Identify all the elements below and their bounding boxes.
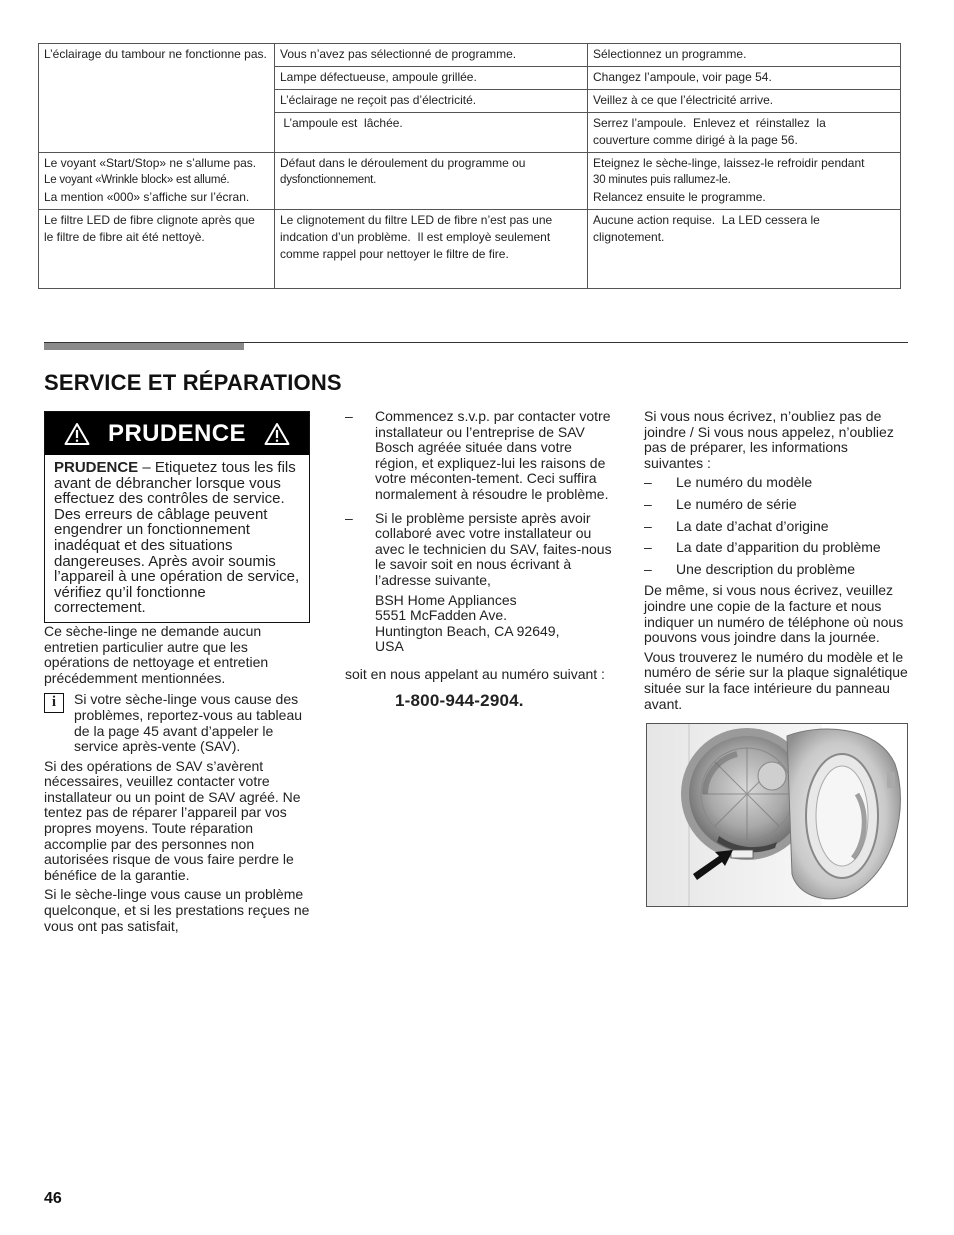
remedy-cell — [588, 90, 901, 113]
cause-text: L’ampoule est lâchée. — [280, 116, 403, 130]
cause-text: Défaut dans le déroulement du programme ou — [280, 156, 526, 170]
list-dash: – — [644, 474, 652, 491]
warning-triangle-icon — [64, 422, 90, 446]
cause-cell — [275, 210, 588, 289]
info-icon: i — [44, 693, 64, 713]
caution-box — [44, 411, 310, 623]
section-title: SERVICE ET RÉPARATIONS — [44, 370, 342, 395]
remedy-text: Serrez l’ampoule. Enlevez et réinstallez la — [593, 116, 826, 130]
cause-text: Lampe défectueuse, ampoule grillée. — [280, 70, 477, 84]
list-item-text: Si le problème persiste après avoir collaboré avec votre installateur ou avec le technicien du SAV, faites-nous le savoir soit en nous écrivant à l’adresse suivante, — [375, 509, 612, 588]
cause-text: Vous n’avez pas sélectionné de programme. — [280, 47, 517, 61]
list-item-text: Une description du problème — [676, 560, 855, 577]
remedy-text: 30 minutes puis rallumez-le. — [593, 174, 731, 186]
page-number: 46 — [44, 1190, 62, 1207]
caution-text: – Etiquetez tous les fils avant de débrancher lorsque vous effectuez des contrôles de service. Des erreurs de câblage peuvent engendrer un fonctionnement inadéquat et des situations dangereuses. Après avoir soumis l’appareil à une opération de service, vérifiez qu’il fonctionne correctement. — [54, 459, 300, 617]
dryer-drum-image — [647, 724, 907, 906]
list-item-text: Le numéro de série — [676, 495, 797, 512]
remedy-text: Aucune action requise. La LED cessera le — [593, 213, 820, 227]
list-dash: – — [644, 517, 652, 534]
remedy-text: Relancez ensuite le programme. — [593, 190, 766, 204]
maintenance-paragraph: Ce sèche-linge ne demande aucun entretien particulier autre que les opérations de nettoyage et entretien précédemment mentionnées. — [44, 622, 269, 686]
caution-lead: PRUDENCE — [54, 459, 139, 476]
cause-cell — [275, 153, 588, 210]
symptom-text: Le filtre LED de fibre clignote après que — [44, 213, 255, 227]
dryer-illustration — [646, 723, 908, 907]
list-item-text: Commencez s.v.p. par contacter votre installateur ou l’entreprise de SAV Bosch agréée située dans votre région, et expliquez-lui les raisons de votre méconten-tement. Ceci suffira normalement à résoudre le problème. — [375, 408, 611, 502]
cause-cell — [275, 67, 588, 90]
caution-body — [45, 455, 309, 622]
right-column — [644, 409, 910, 716]
remedy-text: Eteignez le sèche-linge, laissez-le refroidir pendant — [593, 156, 865, 170]
list-item-text: Le numéro du modèle — [676, 474, 813, 491]
middle-column — [345, 409, 613, 708]
remedy-text: Sélectionnez un programme. — [593, 47, 747, 61]
remedy-cell — [588, 67, 901, 90]
symptom-text: La mention «000» s’affiche sur l’écran. — [44, 190, 250, 204]
table-row — [39, 44, 901, 67]
warning-triangle-icon — [264, 422, 290, 446]
remedy-cell — [588, 113, 901, 153]
cause-text: indcation d’un problème. Il est employè seulement — [280, 230, 551, 244]
rating-plate-paragraph: Vous trouverez le numéro du modèle et le numéro de série sur la plaque signalétique située sur la face intérieure du panneau avant. — [644, 648, 908, 712]
remedy-cell — [588, 44, 901, 67]
address-line: BSH Home Appliances — [375, 591, 517, 608]
info-list — [644, 475, 910, 577]
list-item — [644, 497, 910, 513]
list-item — [644, 519, 910, 535]
cause-text: dysfonctionnement. — [280, 174, 377, 186]
list-item — [644, 540, 910, 556]
symptom-text: Le voyant «Wrinkle block» est allumé. — [44, 174, 230, 186]
invoice-paragraph: De même, si vous nous écrivez, veuillez joindre une copie de la facture et nous indiquer un numéro de téléphone où nous pouvons vous joindre dans la journée. — [644, 582, 904, 646]
list-item-text: La date d’achat d’origine — [676, 517, 829, 534]
list-item — [644, 562, 910, 578]
symptom-text: le filtre de fibre ait été nettoyè. — [44, 230, 205, 244]
table-row — [39, 153, 901, 210]
list-dash: – — [345, 408, 353, 424]
list-dash: – — [644, 539, 652, 556]
remedy-cell — [588, 153, 901, 210]
list-dash: – — [644, 495, 652, 512]
service-paragraph: Si des opérations de SAV s’avèrent nécessaires, veuillez contacter votre installateur ou un point de SAV agréé. Ne tentez pas de réparer l’appareil par vos propres moyens. Toute réparation accomplie par des personnes non autorisées risque de vous faire perdre le bénéfice de la garantie. — [44, 757, 301, 883]
postal-address — [375, 593, 613, 655]
address-line: Huntington Beach, CA 92649, — [375, 622, 560, 639]
cause-cell — [275, 113, 588, 153]
caution-header — [45, 412, 309, 455]
cause-cell — [275, 44, 588, 67]
table-row — [39, 210, 901, 289]
symptom-text: Le voyant «Start/Stop» ne s’allume pas. — [44, 156, 257, 170]
remedy-text: Changez l’ampoule, voir page 54. — [593, 70, 772, 84]
cause-text: comme rappel pour nettoyer le filtre de fire. — [280, 247, 509, 261]
left-column — [44, 411, 310, 938]
list-item-text: La date d’apparition du problème — [676, 539, 881, 556]
list-dash: – — [644, 560, 652, 577]
remedy-text: couverture comme dirigé à la page 56. — [593, 133, 798, 147]
list-item — [345, 409, 613, 503]
section-divider-accent — [44, 343, 244, 350]
phone-number: 1-800-944-2904. — [395, 690, 524, 710]
list-dash: – — [345, 509, 353, 526]
list-item — [644, 475, 910, 491]
symptom-cell — [39, 153, 275, 210]
cause-text: L’éclairage ne reçoit pas d’électricité. — [280, 93, 477, 107]
remedy-cell — [588, 210, 901, 289]
address-line: USA — [375, 638, 404, 655]
address-line: 5551 McFadden Ave. — [375, 607, 508, 624]
symptom-cell — [39, 44, 275, 153]
info-text: Si votre sèche-linge vous cause des problèmes, reportez-vous au tableau de la page 45 avant d’appeler le service après-vente (SAV). — [74, 691, 303, 755]
cause-cell — [275, 90, 588, 113]
list-item — [345, 511, 613, 589]
info-note — [44, 692, 310, 754]
remedy-text: Veillez à ce que l’électricité arrive. — [593, 93, 774, 107]
call-text: soit en nous appelant au numéro suivant : — [345, 665, 605, 682]
troubleshooting-table — [38, 43, 901, 289]
caution-title: PRUDENCE — [108, 419, 246, 447]
info-intro: Si vous nous écrivez, n’oubliez pas de joindre / Si vous nous appelez, n’oubliez pas de préparer, les informations suivantes : — [644, 408, 894, 471]
symptom-cell — [39, 210, 275, 289]
symptom-text: L’éclairage du tambour ne fonctionne pas. — [44, 47, 267, 61]
remedy-text: clignotement. — [593, 230, 665, 244]
cause-text: Le clignotement du filtre LED de fibre n’est pas une — [280, 213, 553, 227]
complaint-paragraph: Si le sèche-linge vous cause un problème quelconque, et si les prestations reçues ne vous ont pas satisfait, — [44, 886, 310, 934]
